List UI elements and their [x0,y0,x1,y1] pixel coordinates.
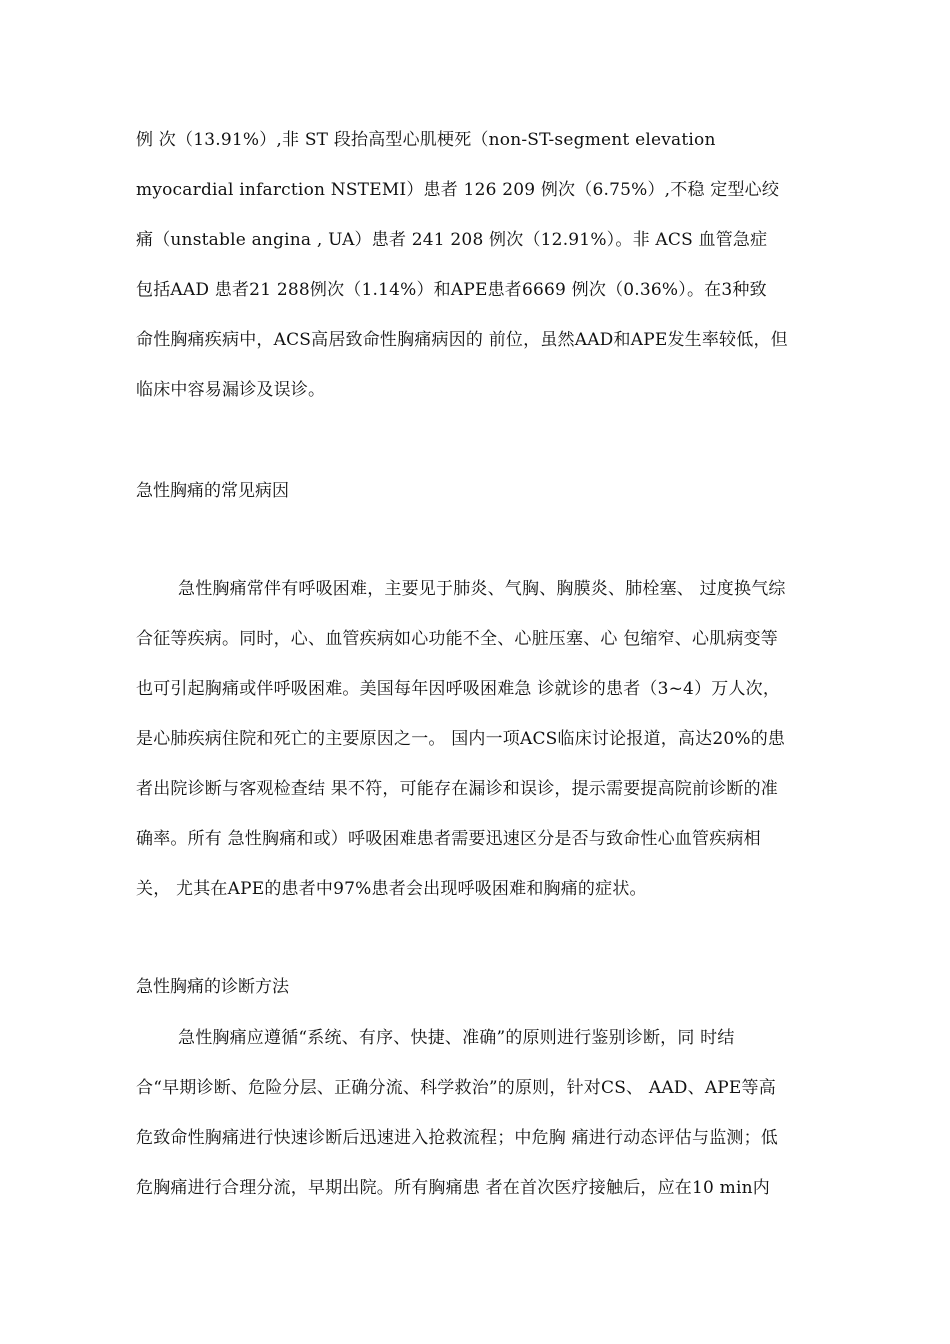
paragraph-line: 者出院诊断与客观检查结 果不符，可能存在漏诊和误诊，提示需要提高院前诊断的准 [136,779,779,799]
paragraph-line: 例 次（13.91%）,非 ST 段抬高型心肌梗死（non-ST-segment elevation [136,130,716,150]
paragraph-line: 痛（unstable angina , UA）患者 241 208 例次（12.91%）。非 ACS 血管急症 [136,230,768,250]
paragraph-line: 危致命性胸痛进行快速诊断后迅速进入抢救流程；中危胸 痛进行动态评估与监测；低 [136,1128,779,1148]
paragraph-line: 确率。所有 急性胸痛和或）呼吸困难患者需要迅速区分是否与致命性心血管疾病相 [136,829,761,849]
paragraph-line: 合“早期诊断、危险分层、正确分流、科学救治”的原则，针对CS、 AAD、APE等高 [136,1078,776,1098]
paragraph-line: 命性胸痛疾病中，ACS高居致命性胸痛病因的 前位，虽然AAD和APE发生率较低，但 [136,330,788,350]
paragraph-line: 也可引起胸痛或伴呼吸困难。美国每年因呼吸困难急 诊就诊的患者（3~4）万人次， [136,679,781,699]
paragraph-line: 合征等疾病。同时，心、血管疾病如心功能不全、心脏压塞、心 包缩窄、心肌病变等 [136,629,779,649]
paragraph-line: 是心肺疾病住院和死亡的主要原因之一。 国内一项ACS临床讨论报道，高达20%的患 [136,729,786,749]
paragraph-line: 临床中容易漏诊及误诊。 [136,380,326,400]
paragraph-line: 危胸痛进行合理分流，早期出院。所有胸痛患 者在首次医疗接触后，应在10 min内 [136,1178,770,1198]
section-heading-diagnosis-methods: 急性胸痛的诊断方法 [136,977,289,997]
paragraph-line: 关， 尤其在APE的患者中97%患者会出现呼吸困难和胸痛的症状。 [136,879,647,899]
paragraph-line: myocardial infarction NSTEMI）患者 126 209 例次（6.75%）,不稳 定型心绞 [136,180,780,200]
paragraph-line: 急性胸痛常伴有呼吸困难，主要见于肺炎、气胸、胸膜炎、肺栓塞、 过度换气综 [178,579,786,599]
paragraph-line: 急性胸痛应遵循“系统、有序、快捷、准确”的原则进行鉴别诊断，同 时结 [178,1028,735,1048]
section-heading-common-causes: 急性胸痛的常见病因 [136,481,289,501]
paragraph-line: 包括AAD 患者21 288例次（1.14%）和APE患者6669 例次（0.36%）。在3种致 [136,280,767,300]
